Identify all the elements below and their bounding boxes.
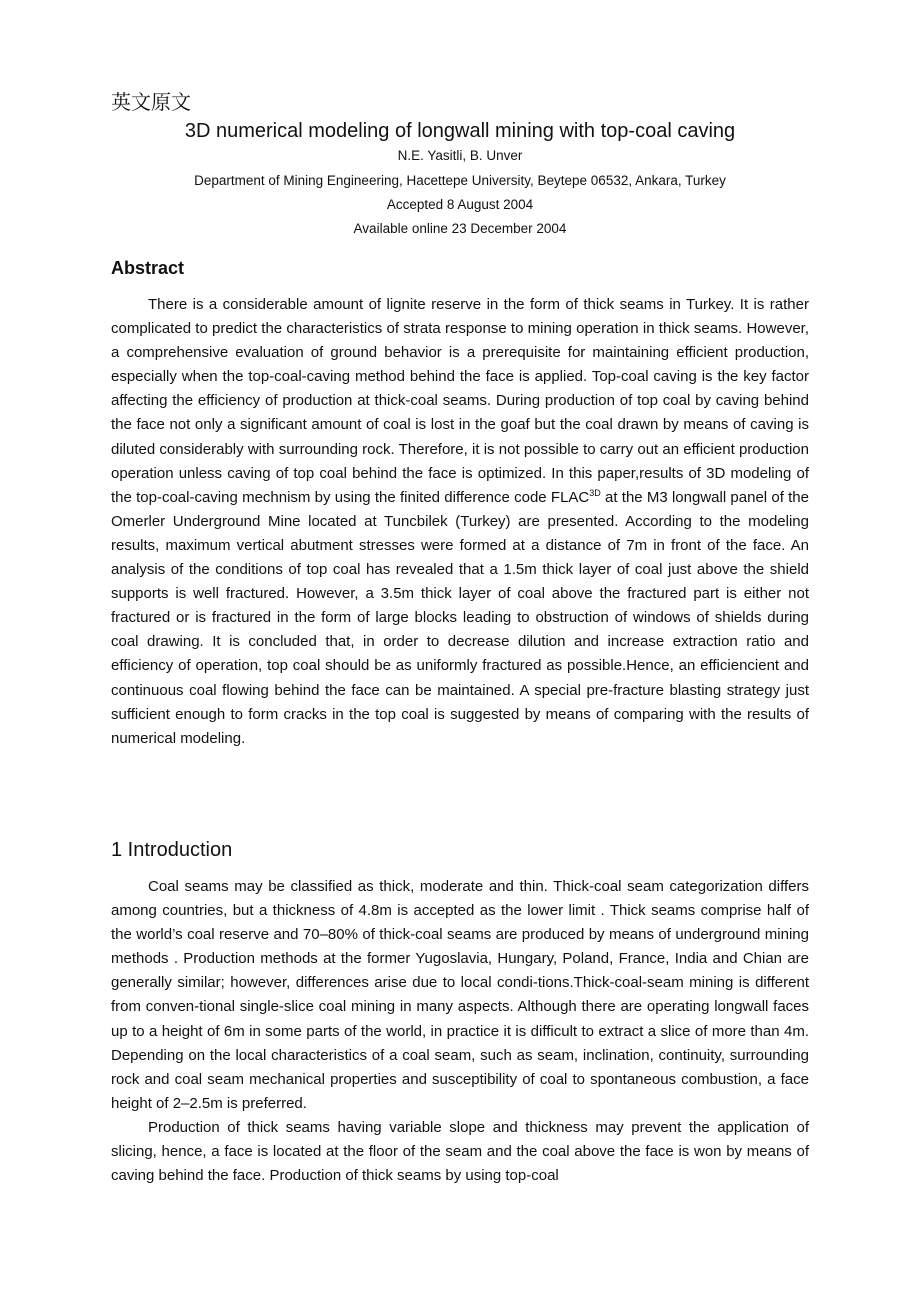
abstract-text-part1: There is a considerable amount of lignite reserve in the form of thick seams in Turkey. It is rather complicated to predict the characteristics of strata response to mining operation in thick seams. However, a comprehensive evaluation of ground behavior is a prerequisite for maintaining efficient production, especially when the top-coal-caving method behind the face is applied. Top-coal caving is the key factor affecting the efficiency of production at thick-coal seams. During production of top coal by caving behind the face not only a significant amount of coal is lost in the goaf but the coal drawn by means of caving is diluted considerably with surrounding rock. Therefore, it is not possible to carry out an efficient production operation unless caving of top coal behind the face is optimized. In this paper,results of 3D modeling of the top-coal-caving mechnism by using the finited difference code FLAC [111, 296, 809, 506]
abstract-heading: Abstract [111, 258, 185, 278]
flac-superscript: 3D [589, 487, 601, 498]
affiliation: Department of Mining Engineering, Hacettepe University, Beytepe 06532, Ankara, Turkey [194, 173, 726, 188]
authors: N.E. Yasitli, B. Unver [397, 148, 523, 163]
online-date: Available online 23 December 2004 [353, 221, 567, 236]
accepted-date: Accepted 8 August 2004 [386, 197, 534, 212]
paper-title: 3D numerical modeling of longwall mining with top-coal caving [184, 120, 736, 142]
abstract-paragraph [111, 293, 809, 751]
original-text-label: 英文原文 [111, 90, 191, 114]
introduction-body [111, 875, 809, 1188]
abstract-text-part2: at the M3 longwall panel of the Omerler Underground Mine located at Tuncbilek (Turkey) are presented. According to the modeling results, maximum vertical abutment stresses were formed at a distance of 7m in front of the face. An analysis of the conditions of top coal has revealed that a 1.5m thick layer of coal just above the shield supports is well fractured. However, a 3.5m thick layer of coal above the fractured part is either not fractured or is fractured in the form of large blocks leading to obstruction of windows of shields during coal drawing. It is concluded that, in order to decrease dilution and increase extraction ratio and efficiency of operation, top coal should be as uniformly fractured as possible.Hence, an efficiencient and continuous coal flowing behind the face can be maintained. A special pre-fracture blasting strategy just sufficient enough to form cracks in the top coal is suggested by means of comparing with the results of numerical modeling. [111, 488, 809, 747]
introduction-paragraph-1: Coal seams may be classified as thick, moderate and thin. Thick-coal seam categorization differs among countries, but a thickness of 4.8m is accepted as the lower limit . Thick seams comprise half of the world’s coal reserve and 70–80% of thick-coal seams are produced by means of underground mining methods . Production methods at the former Yugoslavia, Hungary, Poland, France, India and Chian are generally similar; however, differences arise due to local condi-tions.Thick-coal-seam mining is different from conven-tional single-slice coal mining in many aspects. Although there are operating longwall faces up to a height of 6m in some parts of the world, in practice it is difficult to extract a slice of more than 4m. Depending on the local characteristics of a coal seam, such as seam, inclination, continuity, surrounding rock and coal seam mechanical properties and susceptibility of coal to spontaneous combustion, a face height of 2–2.5m is preferred. [111, 878, 809, 1112]
introduction-paragraph-2: Production of thick seams having variable slope and thickness may prevent the application of slicing, hence, a face is located at the floor of the seam and the coal above the face is won by means of caving behind the face. Production of thick seams by using top-coal [111, 1118, 809, 1185]
introduction-heading: 1 Introduction [111, 839, 233, 861]
abstract-body [111, 293, 809, 751]
